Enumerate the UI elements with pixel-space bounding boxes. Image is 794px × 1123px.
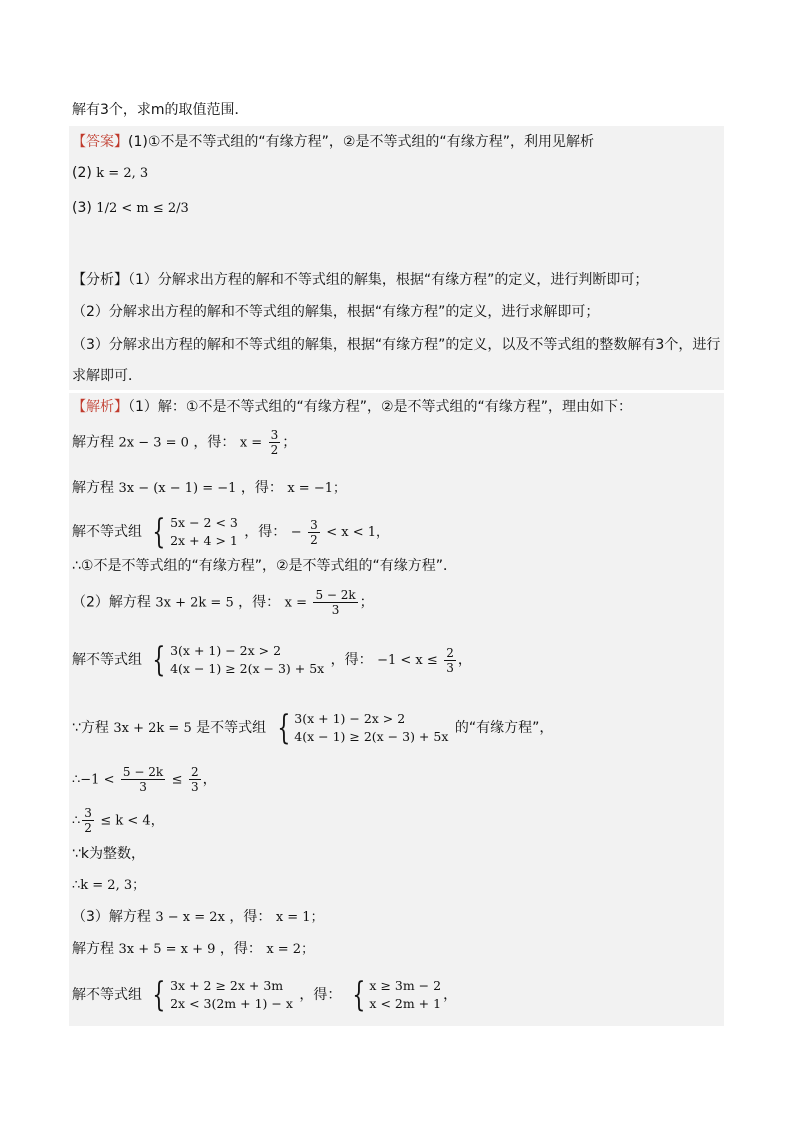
- solution-line-14: [72, 939, 314, 960]
- answer-part3-label: (3): [72, 200, 92, 216]
- answer-part1: (1)①不是不等式组的“有缘方程”，②是不等式组的“有缘方程”，利用见解析: [128, 134, 594, 150]
- s13-result: x = 1；: [275, 910, 324, 925]
- answer-line-1: [72, 132, 594, 152]
- s10-num: 3: [84, 806, 92, 820]
- s15-row2: 2x < 3(2m + 1) − x: [170, 996, 293, 1011]
- solution-line-6: （2）解方程 3x + 2k = 5 ，得： x = $\frac{5 - 2k}{3}$ ；: [72, 588, 374, 617]
- s7-range: −1 < x ≤: [377, 653, 438, 668]
- solution-line-13: [72, 907, 324, 928]
- solution-line-5: [72, 556, 457, 576]
- solution-line-2: 解方程 2x − 3 = 0 ，得： x = $\frac{3}{2}$ ；: [72, 428, 297, 457]
- s8-prefix: ∵方程: [72, 720, 109, 736]
- s7-num: 2: [446, 645, 454, 660]
- solution-line-1: [72, 397, 632, 417]
- s2-prefix: 解方程: [72, 434, 114, 451]
- analysis-line-2: [72, 302, 599, 322]
- analysis-tag: 【分析】: [72, 272, 128, 288]
- s7-den: 3: [446, 660, 454, 675]
- s8-is: 是不等式组: [196, 720, 267, 736]
- s6-get: ，得：: [238, 594, 281, 611]
- s15-prefix: 解不等式组: [72, 987, 142, 1003]
- s4-minus: −: [290, 525, 302, 540]
- solution-line-3: [72, 478, 346, 499]
- s6-equation: 3x + 2k = 5: [155, 595, 234, 611]
- analysis-line-3: [72, 335, 720, 355]
- s7-fraction: [444, 646, 456, 675]
- solution-tag: 【解析】: [72, 399, 128, 415]
- solution-line-8: [72, 710, 553, 746]
- answer-part3-math: 1/2 < m ≤ 2/3: [96, 201, 189, 216]
- solution-line-9: ∴−1 < $\frac{5 - 2k}{3}$ ≤ $\frac{2}{3}$ ，: [72, 765, 217, 794]
- s4-num: 3: [310, 517, 318, 532]
- s2-get: ，得：: [193, 434, 236, 451]
- s10-range: ≤ k < 4，: [100, 813, 164, 829]
- analysis-text-1: （1）分解求出方程的解和不等式组的解集，根据“有缘方程”的定义，进行判断即可；: [128, 272, 649, 288]
- s9-le: ≤: [171, 772, 183, 788]
- s15-row3: x ≥ 3m − 2: [369, 978, 442, 993]
- s12-text: ∴k = 2, 3；: [72, 878, 146, 893]
- s2-equation: 2x − 3 = 0: [118, 435, 189, 451]
- analysis-line-1: [72, 270, 648, 290]
- solution-line-15: 解不等式组 { 3x + 2 ≥ 2x + 3m 2x < 3(2m + 1) − x ，得： { x ≥ 3m − 2 x < 2m + 1 ，: [72, 975, 458, 1015]
- analysis-text-2: （2）分解求出方程的解和不等式组的解集，根据“有缘方程”的定义，进行求解即可；: [72, 304, 600, 320]
- answer-part2-math: k = 2, 3: [96, 166, 149, 181]
- s2-x: x =: [239, 435, 263, 451]
- s13-prefix: （3）解方程: [72, 909, 151, 925]
- s7-system: { 3(x + 1) − 2x > 2 4(x − 1) ≥ 2(x − 3) + 5x: [152, 640, 325, 680]
- s7-row1: 3(x + 1) − 2x > 2: [170, 643, 282, 658]
- s6-x: x =: [284, 595, 307, 611]
- s9-prefix: ∴−1 <: [72, 772, 115, 788]
- s2-den: 2: [270, 443, 279, 457]
- s4-row2: 2x + 4 > 1: [170, 533, 238, 548]
- s4-get: ，得：: [244, 524, 287, 540]
- s15-get: ，得：: [299, 987, 342, 1003]
- s6-prefix: （2）解方程: [72, 594, 151, 611]
- s3-get: ，得：: [240, 480, 283, 496]
- s8-suffix: 的“有缘方程”，: [454, 720, 554, 736]
- s8-system: { 3(x + 1) − 2x > 2 4(x − 1) ≥ 2(x − 3) + 5x: [276, 708, 449, 748]
- s7-row2: 4(x − 1) ≥ 2(x − 3) + 5x: [170, 661, 325, 676]
- s10-prefix: ∴: [72, 813, 81, 829]
- s4-fraction: [308, 518, 320, 547]
- s14-result: x = 2；: [266, 942, 315, 957]
- analysis-text-3: （3）分解求出方程的解和不等式组的解集，根据“有缘方程”的定义，以及不等式组的整数解有3个，进行: [72, 337, 721, 353]
- s11-text: ∵k为整数，: [72, 846, 146, 862]
- s15-row4: x < 2m + 1: [369, 996, 442, 1011]
- s4-den: 2: [310, 532, 318, 547]
- s4-prefix: 解不等式组: [72, 524, 142, 540]
- s9-num2: 2: [190, 765, 199, 779]
- s5-text: ∴①不是不等式组的“有缘方程”，②是不等式组的“有缘方程”．: [72, 558, 458, 574]
- s14-prefix: 解方程: [72, 941, 114, 957]
- s13-equation: 3 − x = 2x: [155, 910, 225, 925]
- s3-result: x = −1；: [287, 481, 346, 496]
- s10-den: 2: [84, 821, 92, 835]
- s8-equation: 3x + 2k = 5: [113, 721, 192, 736]
- s2-num: 3: [270, 428, 279, 442]
- s4-range: < x < 1，: [326, 525, 389, 540]
- s9-num: 5 − 2k: [122, 765, 164, 779]
- s6-den: 3: [331, 603, 340, 617]
- intro-text: 解有3个，求m的取值范围．: [72, 102, 249, 118]
- s8-row2: 4(x − 1) ≥ 2(x − 3) + 5x: [294, 729, 449, 744]
- s9-fraction-1: [121, 765, 165, 794]
- s14-equation: 3x + 5 = x + 9: [118, 942, 216, 957]
- s4-system: { 5x − 2 < 3 2x + 4 > 1: [152, 512, 238, 552]
- s6-fraction: [313, 588, 357, 617]
- s15-result-system: { x ≥ 3m − 2 x < 2m + 1: [352, 975, 442, 1015]
- s13-get: ，得：: [229, 909, 272, 925]
- solution-line-11: [72, 844, 145, 864]
- s7-prefix: 解不等式组: [72, 652, 142, 668]
- s7-get: ，得：: [330, 652, 373, 668]
- s9-fraction-2: [189, 765, 201, 794]
- s14-get: ，得：: [219, 941, 262, 957]
- s2-fraction: [269, 428, 281, 457]
- s3-prefix: 解方程: [72, 480, 114, 496]
- s15-row1: 3x + 2 ≥ 2x + 3m: [170, 978, 284, 993]
- intro-line: [72, 100, 249, 120]
- answer-line-2: [72, 163, 148, 184]
- answer-line-3: [72, 198, 189, 219]
- s4-row1: 5x − 2 < 3: [170, 515, 238, 530]
- answer-part2-label: (2): [72, 165, 92, 181]
- answer-tag: 【答案】: [72, 134, 128, 150]
- solution-line-7: 解不等式组 { 3(x + 1) − 2x > 2 4(x − 1) ≥ 2(x − 3) + 5x ，得： −1 < x ≤ $\frac{2}{3}$ ，: [72, 640, 472, 680]
- s9-den: 3: [139, 780, 147, 794]
- analysis-text-4: 求解即可．: [72, 368, 142, 384]
- solution-line-12: [72, 875, 145, 896]
- solution-text-1: （1）解：①不是不等式组的“有缘方程”，②是不等式组的“有缘方程”，理由如下：: [128, 399, 633, 415]
- s15-system: { 3x + 2 ≥ 2x + 3m 2x < 3(2m + 1) − x: [152, 975, 293, 1015]
- analysis-line-4: [72, 366, 142, 386]
- s9-den2: 3: [190, 780, 199, 794]
- s10-fraction: [82, 806, 94, 835]
- s8-row1: 3(x + 1) − 2x > 2: [294, 711, 406, 726]
- s3-equation: 3x − (x − 1) = −1: [118, 481, 237, 496]
- solution-line-4: [72, 514, 389, 550]
- solution-line-10: [72, 806, 164, 835]
- s6-num: 5 − 2k: [315, 588, 356, 602]
